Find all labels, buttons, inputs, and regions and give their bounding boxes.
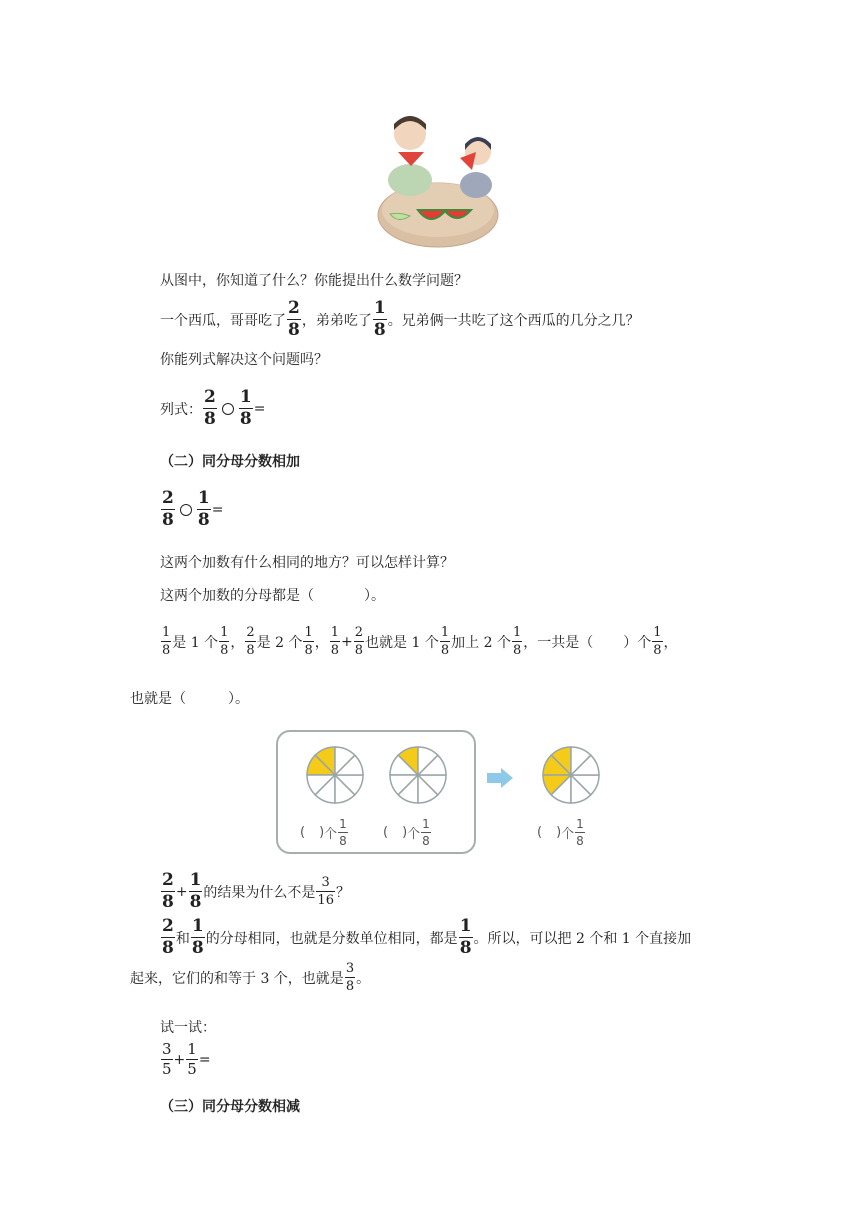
operator-blank-circle[interactable] — [222, 403, 234, 415]
question-text: 这两个加数有什么相同的地方？可以怎样计算？ — [160, 555, 454, 571]
watermelon-illustration — [376, 110, 500, 250]
question-line: $\frac{2}{8}$ + $\frac{1}{8}$ 的结果为什么不是 $\frac{3}{16}$ ？ — [162, 870, 350, 912]
fill-in-text: 这两个加数的分母都是（ ）。 — [160, 588, 385, 604]
diagram-label: ( ) 个 $\frac{1}{8}$ — [300, 817, 347, 848]
diagram-label: ( ) 个 $\frac{1}{8}$ — [383, 817, 430, 848]
section-heading: （二）同分母分数相加 — [160, 454, 300, 470]
fraction-circle-two-eighths — [305, 745, 365, 805]
problem-text: 一个西瓜，哥哥吃了 $\frac{2}{8}$ ，弟弟吃了 $\frac{1}{8}$ 。兄弟俩一共吃了这个西瓜的几分之几？ — [160, 298, 640, 340]
section-heading: （三）同分母分数相减 — [160, 1099, 300, 1115]
formula-line: $\frac{2}{8}$ $\frac{1}{8}$ = — [162, 488, 224, 530]
try-formula: $\frac{3}{5}$ + $\frac{1}{5}$ = — [162, 1040, 211, 1078]
explanation-line: 也就是（ ）。 — [130, 691, 249, 707]
fraction-circle-one-eighth — [388, 745, 448, 805]
operator-blank-circle[interactable] — [180, 504, 192, 516]
question-text: 从图中，你知道了什么？你能提出什么数学问题？ — [160, 273, 468, 289]
explanation-line: $\frac{1}{8}$ 是 1 个 $\frac{1}{8}$ ， $\frac{2}{8}$ 是 2 个 $\frac{1}{8}$ ， $\frac{1}{8}$ + $\frac{2}{8}$ 也就是 1 个 $\frac{1}{8}$ 加上 2 个 $\frac{1}{8}$ ，一共是（ ）个 $\frac{1}{8}$ ， — [162, 625, 678, 658]
arrow-right-icon — [486, 768, 514, 788]
prompt-text: 你能列式解决这个问题吗？ — [160, 352, 328, 368]
try-label: 试一试： — [160, 1020, 216, 1036]
fraction-circle-three-eighths — [541, 745, 601, 805]
answer-line: $\frac{2}{8}$ 和 $\frac{1}{8}$ 的分母相同，也就是分数单位相同，都是 $\frac{1}{8}$ 。所以，可以把 2 个和 1 个直接加 — [162, 916, 692, 958]
diagram-label: ( ) 个 $\frac{1}{8}$ — [537, 817, 584, 848]
answer-line: 起来，它们的和等于 3 个，也就是 $\frac{3}{8}$ 。 — [130, 961, 371, 994]
formula-line: 列式： $\frac{2}{8}$ $\frac{1}{8}$ = — [160, 387, 266, 429]
